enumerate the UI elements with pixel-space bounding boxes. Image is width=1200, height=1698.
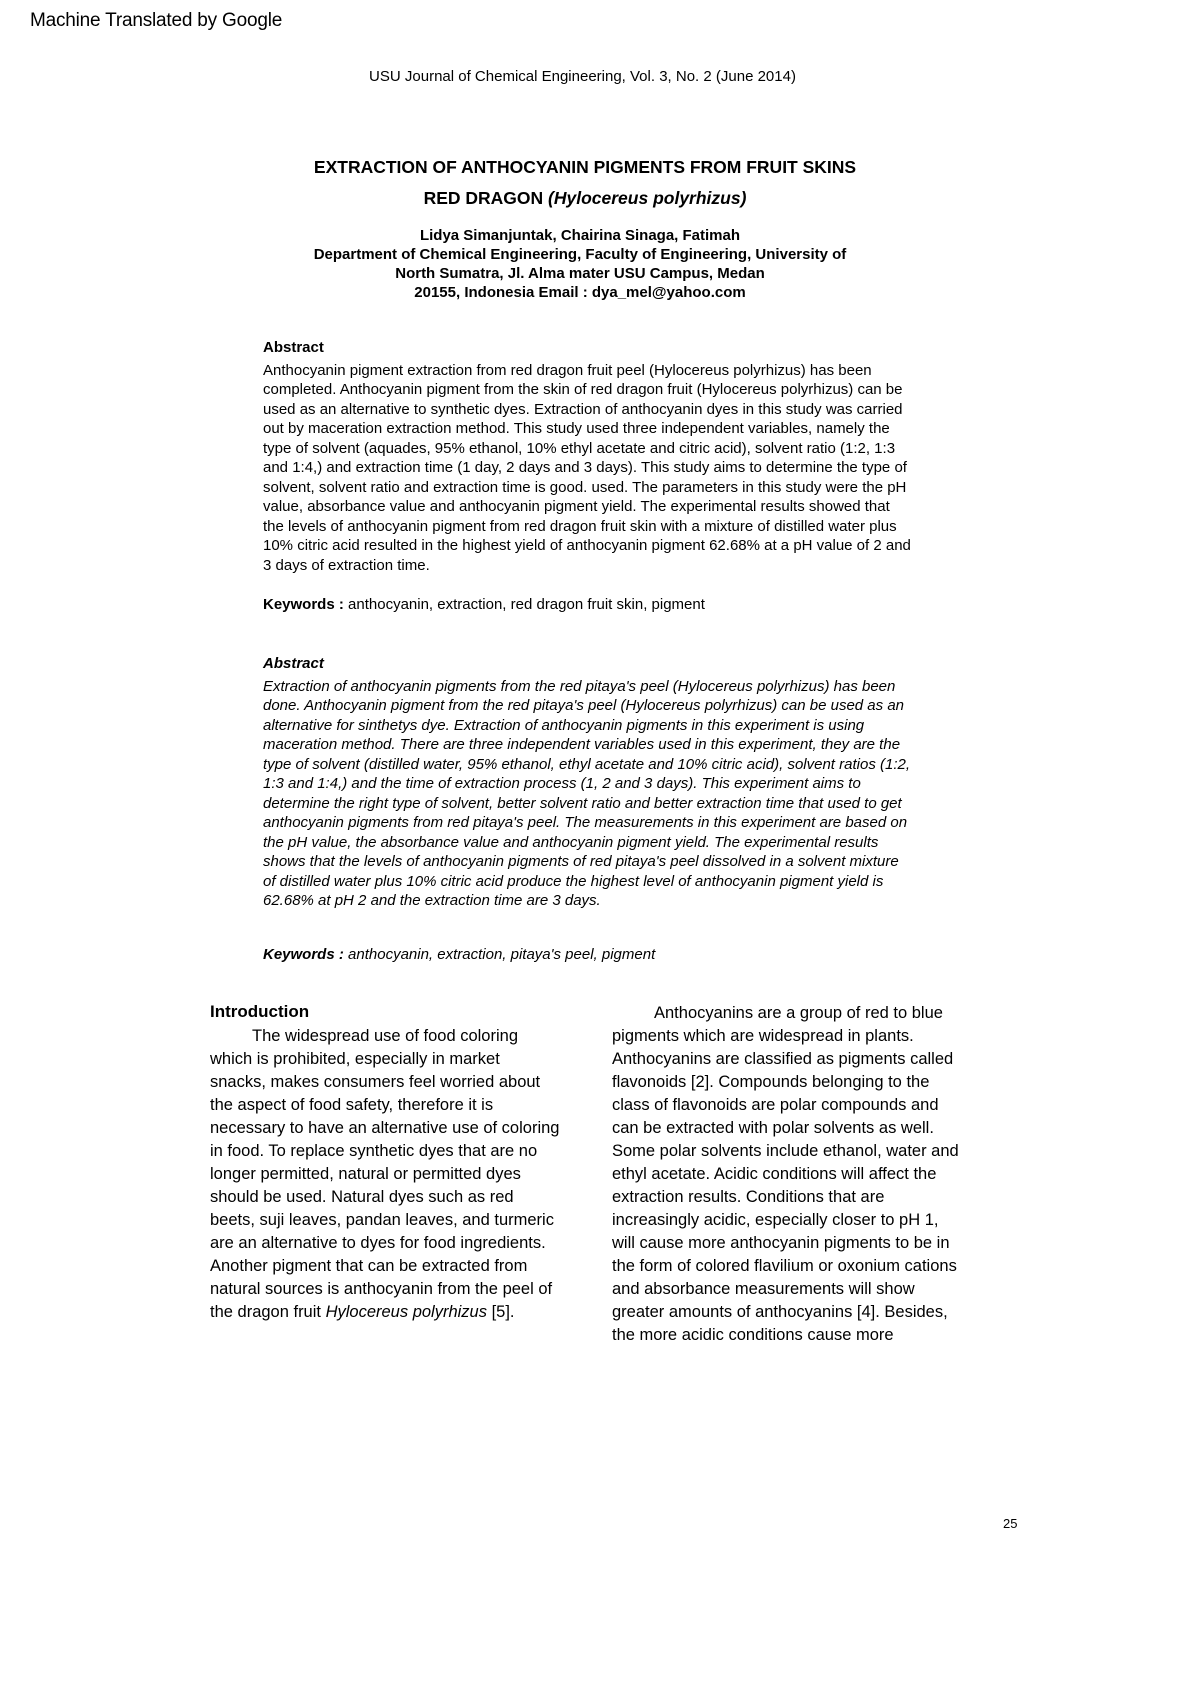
introduction-paragraph — [210, 1025, 560, 1324]
author-names: Lidya Simanjuntak, Chairina Sinaga, Fatimah — [419, 227, 741, 244]
paper-title-line2-plain: RED DRAGON — [423, 188, 549, 208]
abstract-english-body: Anthocyanin pigment extraction from red dragon fruit peel (Hylocereus polyrhizus) has been completed. Anthocyanin pigment from the skin of red dragon fruit (Hylocereus polyrhizus) can be used as an alternative to synthetic dyes. Extraction of anthocyanin dyes in this study was carried out by maceration extraction method. This study used three independent variables, namely the type of solvent (aquades, 95% ethanol, 10% ethyl acetate and citric acid), solvent ratio (1:2, 1:3 and 1:4,) and extraction time (1 day, 2 days and 3 days). This study aims to determine the type of solvent, solvent ratio and extraction time is good. used. The parameters in this study were the pH value, absorbance value and anthocyanin pigment yield. The experimental results showed that the levels of anthocyanin pigment from red dragon fruit skin with a mixture of distilled water plus 10% citric acid resulted in the highest yield of anthocyanin pigment 62.68% at a pH value of 2 and 3 days of extraction time. — [263, 361, 911, 574]
page-number: 25 — [1003, 1516, 1018, 1531]
introduction-column — [210, 1000, 560, 1324]
abstract-italic-section — [263, 654, 915, 911]
abstract-english-section — [263, 338, 911, 575]
paper-title-line1: EXTRACTION OF ANTHOCYANIN PIGMENTS FROM FRUIT SKINS — [313, 157, 857, 177]
paper-title-species: (Hylocereus polyrhizus) — [548, 188, 747, 208]
right-text-column — [612, 1002, 962, 1347]
introduction-heading: Introduction — [210, 1002, 310, 1021]
introduction-text-after-species: [5]. — [486, 1303, 515, 1321]
affiliation-line1: Department of Chemical Engineering, Faculty of Engineering, University of — [313, 246, 847, 263]
keywords-english-text: anthocyanin, extraction, red dragon fruit skin, pigment — [343, 596, 705, 613]
right-column-paragraph: Anthocyanins are a group of red to blue pigments which are widespread in plants. Anthocyanins are classified as pigments called flavonoids [2]. Compounds belonging to the class of flavonoids are polar compounds and can be extracted with polar solvents as well. Some polar solvents include ethanol, water and ethyl acetate. Acidic conditions will affect the extraction results. Conditions that are increasingly acidic, especially closer to pH 1, will cause more anthocyanin pigments to be in the form of colored flavilium or oxonium cations and absorbance measurements will show greater amounts of anthocyanins [4]. Besides, the more acidic conditions cause more — [612, 1004, 959, 1344]
affiliation-line2: North Sumatra, Jl. Alma mater USU Campus, Medan — [395, 265, 765, 282]
machine-translated-banner: Machine Translated by Google — [30, 10, 283, 31]
keywords-italic-text: anthocyanin, extraction, pitaya's peel, pigment — [343, 946, 656, 963]
introduction-text-before-species: The widespread use of food coloring which is prohibited, especially in market snacks, makes consumers feel worried about the aspect of food safety, therefore it is necessary to have an alternative use of coloring in food. To replace synthetic dyes that are no longer permitted, natural or permitted dyes should be used. Natural dyes such as red beets, suji leaves, pandan leaves, and turmeric are an alternative to dyes for food ingredients. Another pigment that can be extracted from natural sources is anthocyanin from the peel of the dragon fruit — [210, 1027, 560, 1321]
authors-block — [0, 226, 1160, 302]
abstract-italic-body: Extraction of anthocyanin pigments from the red pitaya's peel (Hylocereus polyrhizus) has been done. Anthocyanin pigment from the red pitaya's peel (Hylocereus polyrhizus) can be used as an alternative for sinthetys dye. Extraction of anthocyanin pigments in this experiment is using maceration method. There are three independent variables used in this experiment, they are the type of solvent (distilled water, 95% ethanol, ethyl acetate and 10% citric acid), solvent ratios (1:2, 1:3 and 1:4,) and the time of extraction process (1, 2 and 3 days). This experiment aims to determine the right type of solvent, better solvent ratio and better extraction time that used to get anthocyanin pigments from red pitaya's peel. The measurements in this experiment are based on the pH value, the absorbance value and anthocyanin pigment yield. The experimental results shows that the levels of anthocyanin pigments of red pitaya's peel dissolved in a solvent mixture of distilled water plus 10% citric acid produce the highest level of anthocyanin pigment yield is 62.68% at pH 2 and the extraction time are 3 days. — [263, 677, 911, 909]
keywords-english-label: Keywords : — [263, 596, 344, 613]
abstract-italic-heading: Abstract — [263, 655, 324, 672]
keywords-english — [263, 596, 911, 613]
keywords-italic-label: Keywords : — [263, 946, 344, 963]
journal-header: USU Journal of Chemical Engineering, Vol. 3, No. 2 (June 2014) — [369, 68, 796, 85]
paper-title — [0, 152, 1170, 214]
introduction-species: Hylocereus polyrhizus — [325, 1303, 487, 1321]
abstract-english-heading: Abstract — [263, 339, 324, 356]
paper-title-line2 — [0, 183, 1170, 214]
affiliation-line3: 20155, Indonesia Email : dya_mel@yahoo.com — [414, 284, 746, 301]
keywords-italic — [263, 946, 911, 963]
